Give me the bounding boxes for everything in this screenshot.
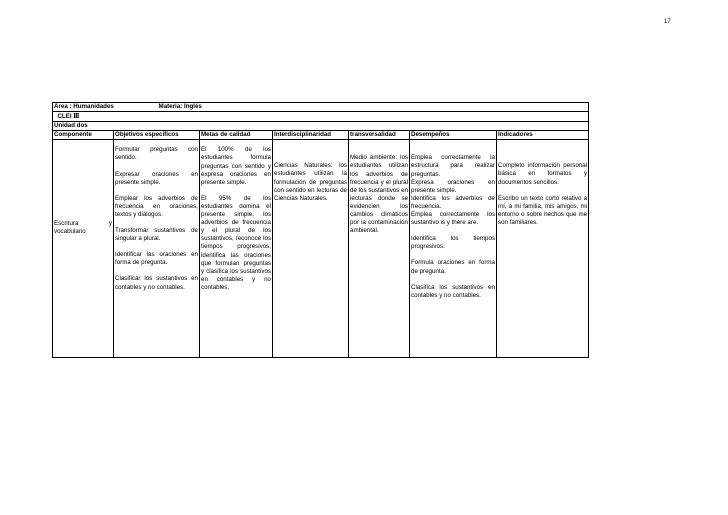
indicador-item: Escribo un texto corto relativo a mí, a mi familia, mis amigos, mi entorno o sobre hechos que me son familiares.: [498, 194, 588, 226]
desempeno-item: Clasifica los sustantivos en contables y no contables.: [411, 283, 495, 299]
objetivo-item: Expresar oraciones en presente simple.: [115, 170, 198, 186]
desempeno-item: Identifica los adverbios de frecuencia.: [411, 194, 495, 210]
desempeno-item: Emplea correctamente los sustantivo is y there are.: [411, 211, 495, 227]
objetivo-item: Emplear los adverbios de frecuencia en oraciones, textos y diálogos.: [115, 194, 198, 218]
unidad-row: [53, 122, 589, 131]
materia-label: Materia: Inglés: [158, 103, 202, 110]
interdisciplinaridad-text: Ciencias Naturales: los estudiantes utilizan la formulación de preguntas con sentido en lecturas de Ciencias Naturales.: [274, 162, 347, 202]
unidad-label: Unidad dos: [54, 122, 88, 130]
desempeno-item: Formula oraciones en forma de pregunta.: [411, 259, 495, 275]
col-header-transversalidad: transversalidad: [349, 131, 410, 140]
col-header-indicadores: Indicadores: [497, 131, 589, 140]
col-header-objetivos: Objetivos específicos: [114, 131, 200, 140]
objetivo-item: Transformar sustantivos de singular a plural.: [115, 227, 198, 243]
area-row: [53, 103, 589, 112]
desempeno-item: Expresa oraciones en presente simple.: [411, 178, 495, 194]
clei-level: III: [73, 112, 79, 121]
objetivo-item: Clasificar los sustantivos en contables y no contables.: [115, 275, 198, 291]
objetivo-item: Identificar las oraciones en forma de pregunta.: [115, 251, 198, 267]
col-header-metas: Metas de calidad: [200, 131, 273, 140]
column-header-row: [53, 131, 589, 140]
content-row: [53, 140, 589, 358]
meta-item: El 100% de los estudiantes formula preguntas con sentido y expresa oraciones en presente simple.: [201, 146, 271, 186]
desempeno-item: Identifica los tiempos progresivos.: [411, 235, 495, 251]
page-number: 17: [664, 19, 671, 25]
componente-text: Escritura y vocabulario: [54, 220, 112, 236]
clei-row: [53, 112, 589, 122]
col-header-desempenos: Desempeños: [410, 131, 497, 140]
area-label: Área : Humanidades: [54, 103, 114, 110]
curriculum-table: [52, 102, 589, 358]
col-header-interdisciplinaridad: Interdisciplinaridad: [273, 131, 349, 140]
desempeno-item: Emplea correctamente la estructura para realizar preguntas.: [411, 154, 495, 178]
objetivo-item: Formular preguntas con sentido.: [115, 146, 198, 162]
transversalidad-text: Medio ambiente: los estudiantes utilizan los adverbios de frecuencia y el plural de los sustantivos en lecturas donde se evidencien los cambios climáticos por la contaminación ambiental.: [350, 154, 408, 235]
indicador-item: Completo información personal básica en formatos y documentos sencillos.: [498, 162, 588, 186]
meta-item: El 95% de los estudiantes domina el presente simple, los adverbios de frecuencia y el plural de los sustantivos, reconoce los tiempos progresivos, identifica las oraciones que formulan preguntas y clasifica los sustantivos en contables y no contables.: [201, 194, 271, 291]
clei-label: CLEI: [57, 113, 72, 121]
col-header-componente: Componente: [53, 131, 114, 140]
